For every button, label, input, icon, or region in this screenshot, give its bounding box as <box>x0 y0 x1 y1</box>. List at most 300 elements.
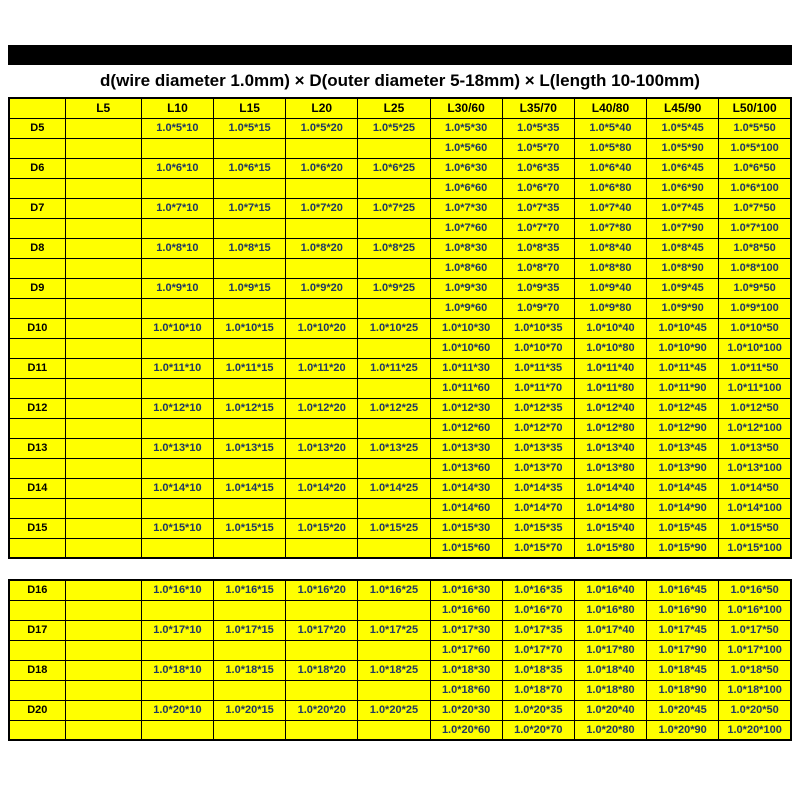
value-cell: 1.0*6*50 <box>719 158 791 178</box>
value-cell <box>65 478 141 498</box>
value-cell: 1.0*6*15 <box>214 158 286 178</box>
table-row <box>9 378 791 398</box>
value-cell: 1.0*12*100 <box>719 418 791 438</box>
column-header-l35-70: L35/70 <box>502 98 574 118</box>
value-cell: 1.0*13*35 <box>502 438 574 458</box>
table-row <box>9 118 791 138</box>
value-cell: 1.0*6*45 <box>647 158 719 178</box>
value-cell: 1.0*13*10 <box>141 438 213 458</box>
value-cell: 1.0*17*35 <box>502 620 574 640</box>
value-cell: 1.0*20*100 <box>719 720 791 740</box>
value-cell <box>65 338 141 358</box>
column-header-l5: L5 <box>65 98 141 118</box>
table-row <box>9 218 791 238</box>
table-row <box>9 720 791 740</box>
row-label-cell <box>9 498 65 518</box>
value-cell: 1.0*9*100 <box>719 298 791 318</box>
value-cell: 1.0*9*20 <box>286 278 358 298</box>
value-cell: 1.0*9*90 <box>647 298 719 318</box>
value-cell: 1.0*15*90 <box>647 538 719 558</box>
value-cell: 1.0*10*60 <box>430 338 502 358</box>
value-cell <box>214 498 286 518</box>
value-cell <box>141 178 213 198</box>
column-header-l50-100: L50/100 <box>719 98 791 118</box>
value-cell: 1.0*12*45 <box>647 398 719 418</box>
value-cell: 1.0*14*30 <box>430 478 502 498</box>
value-cell: 1.0*11*50 <box>719 358 791 378</box>
table-row <box>9 338 791 358</box>
value-cell: 1.0*8*80 <box>574 258 646 278</box>
value-cell: 1.0*7*25 <box>358 198 430 218</box>
value-cell <box>358 680 430 700</box>
value-cell: 1.0*5*40 <box>574 118 646 138</box>
table-row <box>9 660 791 680</box>
value-cell <box>358 138 430 158</box>
row-label-cell <box>9 640 65 660</box>
value-cell: 1.0*16*35 <box>502 580 574 600</box>
value-cell: 1.0*15*10 <box>141 518 213 538</box>
value-cell: 1.0*9*70 <box>502 298 574 318</box>
value-cell: 1.0*18*35 <box>502 660 574 680</box>
row-label-cell: D18 <box>9 660 65 680</box>
value-cell <box>65 278 141 298</box>
row-label-cell: D6 <box>9 158 65 178</box>
value-cell: 1.0*13*70 <box>502 458 574 478</box>
value-cell <box>358 258 430 278</box>
value-cell <box>286 458 358 478</box>
table-row <box>9 198 791 218</box>
value-cell: 1.0*10*10 <box>141 318 213 338</box>
value-cell: 1.0*10*35 <box>502 318 574 338</box>
value-cell <box>65 258 141 278</box>
value-cell: 1.0*8*60 <box>430 258 502 278</box>
value-cell <box>65 700 141 720</box>
value-cell <box>65 118 141 138</box>
table-row <box>9 518 791 538</box>
value-cell: 1.0*5*10 <box>141 118 213 138</box>
value-cell: 1.0*20*15 <box>214 700 286 720</box>
value-cell: 1.0*6*70 <box>502 178 574 198</box>
value-cell <box>286 720 358 740</box>
value-cell: 1.0*15*70 <box>502 538 574 558</box>
value-cell: 1.0*10*70 <box>502 338 574 358</box>
row-label-cell: D12 <box>9 398 65 418</box>
value-cell: 1.0*8*15 <box>214 238 286 258</box>
value-cell <box>141 640 213 660</box>
value-cell <box>286 338 358 358</box>
row-label-cell <box>9 138 65 158</box>
value-cell: 1.0*14*70 <box>502 498 574 518</box>
table-row <box>9 298 791 318</box>
value-cell: 1.0*6*30 <box>430 158 502 178</box>
table-row <box>9 258 791 278</box>
value-cell: 1.0*10*40 <box>574 318 646 338</box>
value-cell: 1.0*5*45 <box>647 118 719 138</box>
value-cell <box>141 218 213 238</box>
value-cell: 1.0*11*45 <box>647 358 719 378</box>
row-label-cell: D14 <box>9 478 65 498</box>
value-cell: 1.0*17*40 <box>574 620 646 640</box>
value-cell: 1.0*15*45 <box>647 518 719 538</box>
value-cell <box>141 720 213 740</box>
value-cell <box>141 138 213 158</box>
value-cell: 1.0*13*80 <box>574 458 646 478</box>
value-cell <box>286 418 358 438</box>
value-cell <box>358 178 430 198</box>
column-header-l10: L10 <box>141 98 213 118</box>
value-cell: 1.0*14*25 <box>358 478 430 498</box>
value-cell <box>286 680 358 700</box>
value-cell <box>65 498 141 518</box>
value-cell: 1.0*9*10 <box>141 278 213 298</box>
value-cell: 1.0*12*35 <box>502 398 574 418</box>
table-row <box>9 178 791 198</box>
value-cell <box>141 258 213 278</box>
value-cell: 1.0*7*20 <box>286 198 358 218</box>
value-cell: 1.0*5*70 <box>502 138 574 158</box>
value-cell: 1.0*17*15 <box>214 620 286 640</box>
value-cell: 1.0*13*45 <box>647 438 719 458</box>
row-label-cell <box>9 720 65 740</box>
column-header-l40-80: L40/80 <box>574 98 646 118</box>
value-cell <box>214 418 286 438</box>
value-cell: 1.0*17*10 <box>141 620 213 640</box>
value-cell <box>358 720 430 740</box>
value-cell: 1.0*15*25 <box>358 518 430 538</box>
value-cell: 1.0*12*90 <box>647 418 719 438</box>
value-cell: 1.0*7*100 <box>719 218 791 238</box>
value-cell: 1.0*10*30 <box>430 318 502 338</box>
value-cell: 1.0*16*60 <box>430 600 502 620</box>
value-cell: 1.0*14*60 <box>430 498 502 518</box>
value-cell: 1.0*12*15 <box>214 398 286 418</box>
value-cell: 1.0*6*80 <box>574 178 646 198</box>
row-label-cell <box>9 600 65 620</box>
value-cell: 1.0*18*80 <box>574 680 646 700</box>
value-cell: 1.0*11*15 <box>214 358 286 378</box>
value-cell: 1.0*7*90 <box>647 218 719 238</box>
value-cell: 1.0*18*70 <box>502 680 574 700</box>
row-label-cell: D13 <box>9 438 65 458</box>
value-cell: 1.0*7*30 <box>430 198 502 218</box>
value-cell: 1.0*7*70 <box>502 218 574 238</box>
value-cell <box>286 378 358 398</box>
table-row <box>9 498 791 518</box>
value-cell <box>358 418 430 438</box>
value-cell <box>65 238 141 258</box>
value-cell <box>65 600 141 620</box>
value-cell <box>65 720 141 740</box>
value-cell: 1.0*13*50 <box>719 438 791 458</box>
value-cell: 1.0*14*40 <box>574 478 646 498</box>
value-cell <box>214 538 286 558</box>
table-row <box>9 398 791 418</box>
table-row <box>9 138 791 158</box>
value-cell <box>358 640 430 660</box>
value-cell: 1.0*12*70 <box>502 418 574 438</box>
table-row <box>9 600 791 620</box>
value-cell: 1.0*6*10 <box>141 158 213 178</box>
value-cell <box>141 538 213 558</box>
value-cell: 1.0*7*15 <box>214 198 286 218</box>
value-cell: 1.0*15*60 <box>430 538 502 558</box>
row-label-cell: D15 <box>9 518 65 538</box>
value-cell: 1.0*7*60 <box>430 218 502 238</box>
value-cell: 1.0*15*100 <box>719 538 791 558</box>
value-cell: 1.0*6*25 <box>358 158 430 178</box>
value-cell: 1.0*9*45 <box>647 278 719 298</box>
value-cell: 1.0*11*20 <box>286 358 358 378</box>
value-cell: 1.0*7*50 <box>719 198 791 218</box>
value-cell: 1.0*6*20 <box>286 158 358 178</box>
row-label-cell: D9 <box>9 278 65 298</box>
table-row <box>9 620 791 640</box>
row-label-cell <box>9 338 65 358</box>
value-cell: 1.0*18*40 <box>574 660 646 680</box>
value-cell: 1.0*12*30 <box>430 398 502 418</box>
value-cell <box>214 138 286 158</box>
table-row <box>9 680 791 700</box>
value-cell <box>214 600 286 620</box>
value-cell: 1.0*17*90 <box>647 640 719 660</box>
value-cell: 1.0*9*80 <box>574 298 646 318</box>
value-cell: 1.0*17*70 <box>502 640 574 660</box>
value-cell: 1.0*13*100 <box>719 458 791 478</box>
row-label-cell <box>9 680 65 700</box>
value-cell: 1.0*20*90 <box>647 720 719 740</box>
value-cell: 1.0*10*100 <box>719 338 791 358</box>
value-cell <box>358 538 430 558</box>
value-cell <box>358 458 430 478</box>
column-header-l25: L25 <box>358 98 430 118</box>
value-cell <box>214 640 286 660</box>
value-cell: 1.0*20*30 <box>430 700 502 720</box>
row-label-cell <box>9 298 65 318</box>
value-cell: 1.0*14*50 <box>719 478 791 498</box>
value-cell: 1.0*16*20 <box>286 580 358 600</box>
value-cell <box>286 258 358 278</box>
table-row <box>9 538 791 558</box>
value-cell: 1.0*9*60 <box>430 298 502 318</box>
value-cell: 1.0*12*10 <box>141 398 213 418</box>
value-cell: 1.0*17*60 <box>430 640 502 660</box>
value-cell: 1.0*8*90 <box>647 258 719 278</box>
value-cell: 1.0*6*100 <box>719 178 791 198</box>
value-cell <box>214 298 286 318</box>
table-row <box>9 318 791 338</box>
value-cell <box>141 338 213 358</box>
value-cell: 1.0*12*50 <box>719 398 791 418</box>
value-cell <box>65 178 141 198</box>
value-cell: 1.0*20*35 <box>502 700 574 720</box>
value-cell: 1.0*9*15 <box>214 278 286 298</box>
value-cell <box>141 680 213 700</box>
value-cell <box>358 338 430 358</box>
value-cell: 1.0*16*40 <box>574 580 646 600</box>
value-cell: 1.0*16*10 <box>141 580 213 600</box>
table-row <box>9 640 791 660</box>
value-cell <box>65 318 141 338</box>
value-cell: 1.0*5*15 <box>214 118 286 138</box>
value-cell: 1.0*14*20 <box>286 478 358 498</box>
value-cell: 1.0*11*70 <box>502 378 574 398</box>
value-cell: 1.0*17*25 <box>358 620 430 640</box>
value-cell: 1.0*8*45 <box>647 238 719 258</box>
value-cell: 1.0*17*80 <box>574 640 646 660</box>
spec-table-d5-d15 <box>8 97 792 559</box>
value-cell <box>214 178 286 198</box>
value-cell: 1.0*20*80 <box>574 720 646 740</box>
value-cell: 1.0*12*80 <box>574 418 646 438</box>
value-cell <box>286 138 358 158</box>
row-label-cell <box>9 178 65 198</box>
value-cell: 1.0*7*80 <box>574 218 646 238</box>
value-cell: 1.0*16*90 <box>647 600 719 620</box>
value-cell: 1.0*11*30 <box>430 358 502 378</box>
value-cell <box>65 438 141 458</box>
value-cell <box>65 158 141 178</box>
value-cell: 1.0*13*30 <box>430 438 502 458</box>
value-cell <box>141 600 213 620</box>
value-cell: 1.0*16*45 <box>647 580 719 600</box>
row-label-cell: D17 <box>9 620 65 640</box>
value-cell: 1.0*17*30 <box>430 620 502 640</box>
value-cell: 1.0*18*60 <box>430 680 502 700</box>
row-label-cell: D8 <box>9 238 65 258</box>
value-cell: 1.0*14*10 <box>141 478 213 498</box>
value-cell <box>141 378 213 398</box>
value-cell: 1.0*16*25 <box>358 580 430 600</box>
column-header-l45-90: L45/90 <box>647 98 719 118</box>
value-cell <box>286 498 358 518</box>
table-row <box>9 478 791 498</box>
row-label-cell: D7 <box>9 198 65 218</box>
value-cell: 1.0*5*90 <box>647 138 719 158</box>
column-header-l15: L15 <box>214 98 286 118</box>
row-label-cell <box>9 218 65 238</box>
value-cell: 1.0*16*80 <box>574 600 646 620</box>
value-cell <box>358 498 430 518</box>
table-row <box>9 238 791 258</box>
table-row <box>9 418 791 438</box>
value-cell: 1.0*6*40 <box>574 158 646 178</box>
value-cell: 1.0*20*45 <box>647 700 719 720</box>
value-cell: 1.0*11*60 <box>430 378 502 398</box>
value-cell: 1.0*12*60 <box>430 418 502 438</box>
value-cell: 1.0*15*20 <box>286 518 358 538</box>
value-cell: 1.0*20*40 <box>574 700 646 720</box>
value-cell: 1.0*10*80 <box>574 338 646 358</box>
value-cell: 1.0*8*10 <box>141 238 213 258</box>
value-cell: 1.0*5*100 <box>719 138 791 158</box>
row-label-cell <box>9 458 65 478</box>
value-cell <box>65 218 141 238</box>
value-cell <box>65 358 141 378</box>
value-cell: 1.0*20*50 <box>719 700 791 720</box>
value-cell: 1.0*13*25 <box>358 438 430 458</box>
value-cell: 1.0*7*40 <box>574 198 646 218</box>
value-cell <box>286 178 358 198</box>
value-cell: 1.0*8*70 <box>502 258 574 278</box>
value-cell: 1.0*13*60 <box>430 458 502 478</box>
value-cell: 1.0*18*45 <box>647 660 719 680</box>
value-cell <box>214 720 286 740</box>
value-cell: 1.0*15*50 <box>719 518 791 538</box>
value-cell <box>286 298 358 318</box>
value-cell <box>65 660 141 680</box>
value-cell: 1.0*10*25 <box>358 318 430 338</box>
value-cell <box>65 298 141 318</box>
value-cell: 1.0*11*90 <box>647 378 719 398</box>
value-cell <box>65 418 141 438</box>
value-cell <box>141 418 213 438</box>
value-cell: 1.0*17*100 <box>719 640 791 660</box>
value-cell: 1.0*15*80 <box>574 538 646 558</box>
value-cell: 1.0*7*35 <box>502 198 574 218</box>
value-cell: 1.0*16*15 <box>214 580 286 600</box>
value-cell: 1.0*18*15 <box>214 660 286 680</box>
value-cell: 1.0*8*30 <box>430 238 502 258</box>
value-cell: 1.0*10*50 <box>719 318 791 338</box>
value-cell: 1.0*13*20 <box>286 438 358 458</box>
value-cell: 1.0*9*40 <box>574 278 646 298</box>
value-cell <box>65 198 141 218</box>
value-cell: 1.0*17*50 <box>719 620 791 640</box>
row-label-cell <box>9 418 65 438</box>
value-cell: 1.0*20*60 <box>430 720 502 740</box>
value-cell: 1.0*14*80 <box>574 498 646 518</box>
value-cell: 1.0*6*35 <box>502 158 574 178</box>
value-cell: 1.0*14*100 <box>719 498 791 518</box>
value-cell: 1.0*16*100 <box>719 600 791 620</box>
value-cell: 1.0*15*15 <box>214 518 286 538</box>
table-row <box>9 458 791 478</box>
value-cell: 1.0*12*20 <box>286 398 358 418</box>
value-cell <box>286 538 358 558</box>
value-cell: 1.0*12*40 <box>574 398 646 418</box>
value-cell: 1.0*8*100 <box>719 258 791 278</box>
value-cell: 1.0*13*15 <box>214 438 286 458</box>
table-row <box>9 358 791 378</box>
value-cell: 1.0*17*45 <box>647 620 719 640</box>
value-cell <box>65 538 141 558</box>
value-cell: 1.0*9*30 <box>430 278 502 298</box>
value-cell: 1.0*10*15 <box>214 318 286 338</box>
row-label-cell: D11 <box>9 358 65 378</box>
row-label-cell: D5 <box>9 118 65 138</box>
table-row <box>9 580 791 600</box>
value-cell: 1.0*8*40 <box>574 238 646 258</box>
value-cell <box>358 378 430 398</box>
column-header-l30-60: L30/60 <box>430 98 502 118</box>
value-cell: 1.0*17*20 <box>286 620 358 640</box>
value-cell: 1.0*5*25 <box>358 118 430 138</box>
value-cell: 1.0*16*70 <box>502 600 574 620</box>
value-cell <box>214 258 286 278</box>
value-cell <box>65 458 141 478</box>
value-cell <box>358 218 430 238</box>
value-cell <box>214 378 286 398</box>
value-cell <box>141 458 213 478</box>
value-cell <box>214 218 286 238</box>
value-cell <box>65 398 141 418</box>
value-cell <box>214 680 286 700</box>
value-cell: 1.0*5*80 <box>574 138 646 158</box>
value-cell: 1.0*14*90 <box>647 498 719 518</box>
value-cell: 1.0*8*50 <box>719 238 791 258</box>
value-cell: 1.0*12*25 <box>358 398 430 418</box>
row-label-cell <box>9 378 65 398</box>
